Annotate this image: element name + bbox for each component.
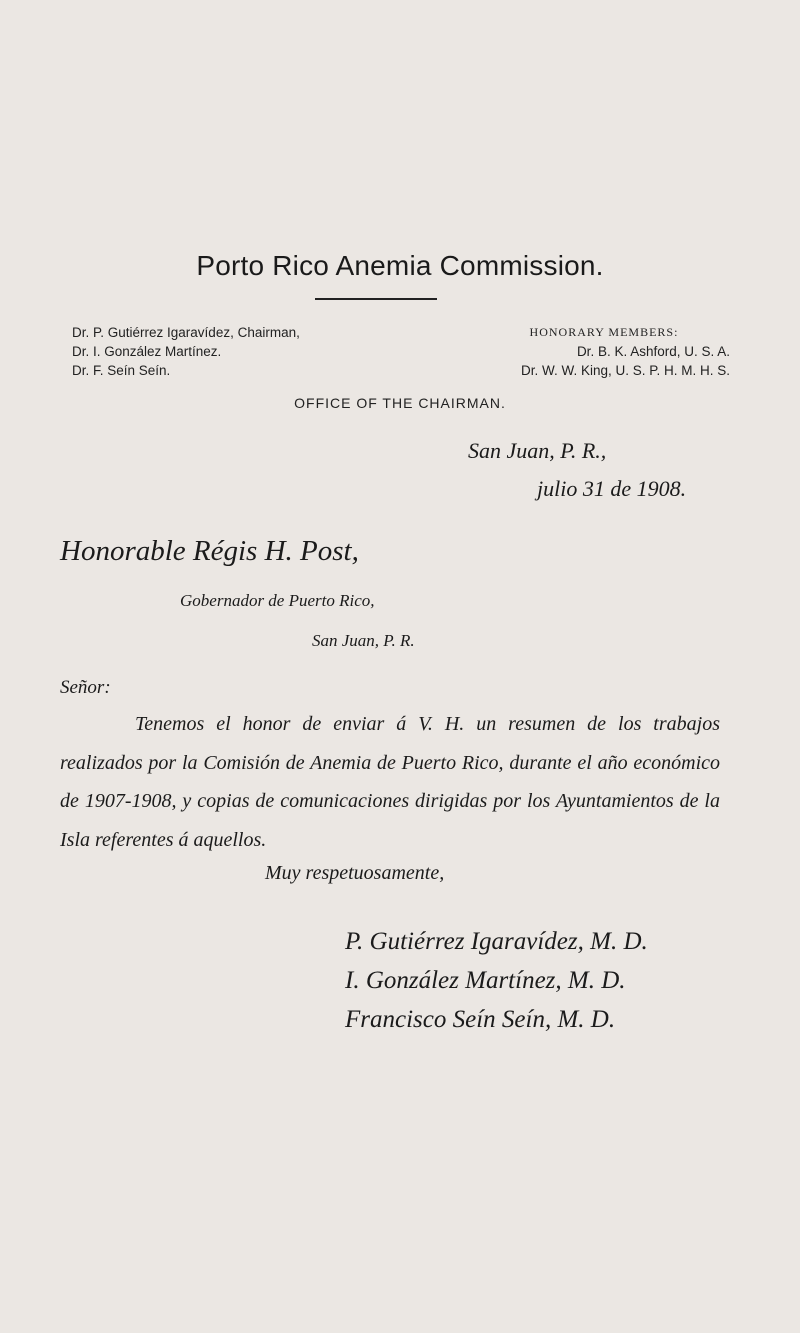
signature-gonzalez: I. González Martínez, M. D. <box>345 967 626 994</box>
member-sein: Dr. F. Seín Seín. <box>72 363 171 378</box>
commission-members <box>72 323 300 380</box>
honorary-members <box>478 323 730 380</box>
dateline-place: San Juan, P. R., <box>468 438 607 463</box>
honorary-member-ashford: Dr. B. K. Ashford, U. S. A. <box>576 344 730 359</box>
member-chairman: Dr. P. Gutiérrez Igaravídez, Chairman, <box>72 325 300 340</box>
addressee-city: San Juan, P. R. <box>312 631 415 650</box>
honorary-member-king: Dr. W. W. King, U. S. P. H. M. H. S. <box>520 363 730 378</box>
honorary-members-header: HONORARY MEMBERS: <box>529 325 679 339</box>
addressee-name: Honorable Régis H. Post, <box>60 535 359 567</box>
member-gonzalez: Dr. I. González Martínez. <box>72 344 222 359</box>
signature-gutierrez: P. Gutiérrez Igaravídez, M. D. <box>345 928 648 955</box>
title-divider <box>315 298 437 300</box>
dateline-date: julio 31 de 1908. <box>537 476 687 501</box>
letterhead-title: Porto Rico Anemia Commission. <box>196 250 604 281</box>
addressee-title: Gobernador de Puerto Rico, <box>180 591 375 610</box>
signature-block <box>345 922 648 1039</box>
signature-sein: Francisco Seín Seín, M. D. <box>345 1006 616 1033</box>
letter-body: Tenemos el honor de enviar á V. H. un resumen de los trabajos realizados por la Comisión de Anemia de Puerto Rico, durante el año económico de 1907-1908, y copias de comunicaciones dirigidas por los Ayuntamientos de la Isla referentes á aquellos. <box>60 713 720 851</box>
closing: Muy respetuosamente, <box>265 862 445 884</box>
office-line: OFFICE OF THE CHAIRMAN. <box>294 395 506 411</box>
salutation: Señor: <box>60 677 111 698</box>
